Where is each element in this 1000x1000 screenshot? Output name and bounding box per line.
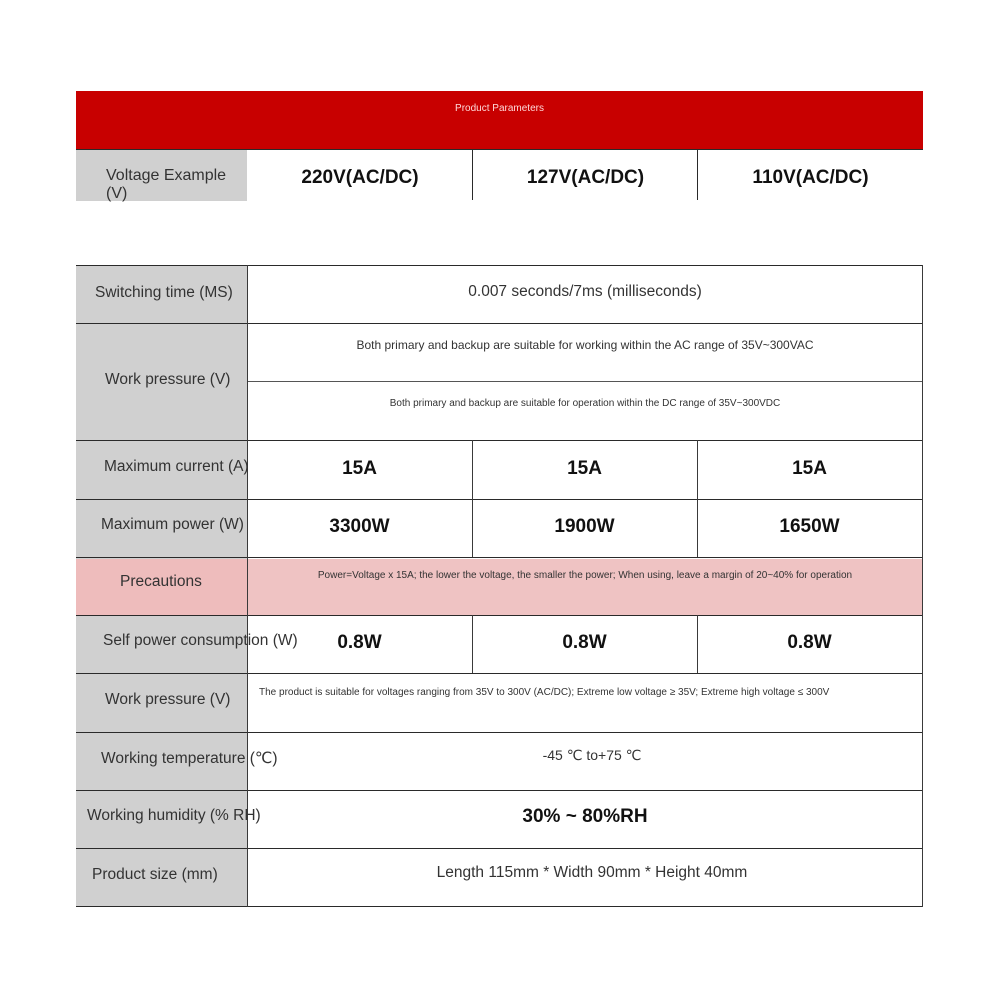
max-current-label: Maximum current (A) [104, 458, 249, 475]
divider [76, 323, 923, 324]
divider [76, 265, 923, 266]
divider [76, 615, 923, 616]
divider [76, 906, 923, 907]
working-humidity-label: Working humidity (% RH) [87, 807, 261, 824]
divider [247, 381, 923, 382]
divider [76, 499, 923, 500]
voltage-example-label: Voltage Example (V) [106, 167, 227, 202]
voltage-example-row [76, 149, 923, 201]
self-power-value-220: 0.8W [337, 632, 382, 653]
max-current-value-110: 15A [792, 458, 827, 479]
product-parameters-header [76, 91, 923, 149]
divider [697, 149, 698, 200]
max-power-value-110: 1650W [779, 516, 840, 537]
header-title: Product Parameters [455, 103, 544, 114]
max-current-value-127: 15A [567, 458, 602, 479]
self-power-consumption-label: Self power consumption (W) [103, 632, 298, 649]
working-humidity-value: 30% ~ 80%RH [522, 806, 648, 827]
divider [76, 790, 923, 791]
divider [76, 557, 923, 558]
divider [76, 440, 923, 441]
voltage-220-value: 220V(AC/DC) [301, 167, 419, 188]
precautions-label: Precautions [120, 573, 202, 590]
specification-table [76, 265, 923, 907]
max-power-value-127: 1900W [554, 516, 615, 537]
max-power-value-220: 3300W [329, 516, 390, 537]
precautions-value: Power=Voltage x 15A; the lower the voltage, the smaller the power; When using, leave a margin of 20~40% for operation [317, 570, 853, 581]
divider [472, 149, 473, 200]
work-pressure-dc-value: Both primary and backup are suitable for operation within the DC range of 35V~300VDC [389, 398, 781, 409]
switching-time-value: 0.007 seconds/7ms (milliseconds) [468, 283, 702, 300]
precautions-row-bg [247, 559, 923, 615]
product-size-value: Length 115mm * Width 90mm * Height 40mm [436, 864, 748, 881]
voltage-example-label-cell [76, 150, 247, 201]
switching-time-label: Switching time (MS) [95, 284, 233, 301]
divider [76, 848, 923, 849]
work-pressure-label: Work pressure (V) [105, 371, 231, 388]
divider [76, 732, 923, 733]
max-power-label: Maximum power (W) [101, 516, 244, 533]
divider [76, 673, 923, 674]
product-size-label: Product size (mm) [92, 866, 218, 883]
work-pressure-label: Work pressure (V) [105, 691, 231, 708]
self-power-value-110: 0.8W [787, 632, 832, 653]
work-pressure-range-value: The product is suitable for voltages ranging from 35V to 300V (AC/DC); Extreme low voltage ≥ 35V; Extreme high voltage ≤ 300V [259, 687, 830, 698]
voltage-127-value: 127V(AC/DC) [526, 167, 645, 188]
working-temperature-label: Working temperature (℃) [101, 750, 278, 767]
working-temperature-value: -45 ℃ to+75 ℃ [542, 747, 642, 763]
work-pressure-ac-value: Both primary and backup are suitable for working within the AC range of 35V~300VAC [356, 338, 814, 352]
max-current-value-220: 15A [342, 458, 377, 479]
label-column-bg [76, 265, 247, 559]
self-power-value-127: 0.8W [562, 632, 607, 653]
voltage-110-value: 110V(AC/DC) [752, 167, 869, 188]
